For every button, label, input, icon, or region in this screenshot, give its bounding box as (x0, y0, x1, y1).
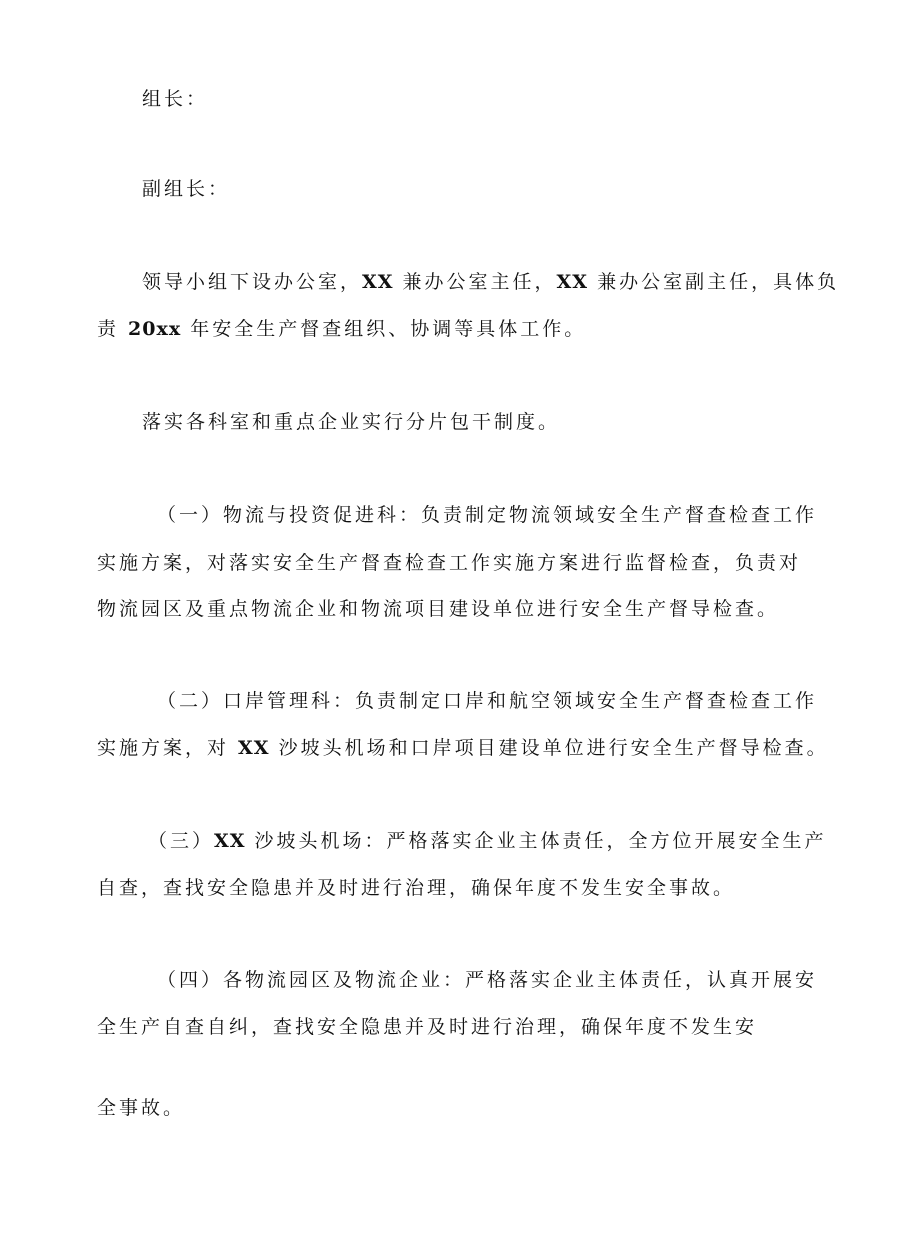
port-section-line-2 (97, 736, 829, 760)
text-segment: 年安全生产督查组织、协调等具体工作。 (181, 318, 587, 340)
logistics-section-line-3: 物流园区及重点物流企业和物流项目建设单位进行安全生产督导检查。 (97, 598, 780, 620)
parks-section-line-3: 全事故。 (97, 1097, 186, 1119)
airport-section-line-2: 自查，查找安全隐患并及时进行治理，确保年度不发生安全事故。 (97, 877, 736, 899)
port-section-line-1: （二）口岸管理科：负责制定口岸和航空领域安全生产督查检查工作 (157, 690, 818, 712)
parks-section-line-2: 全生产自查自纠，查找安全隐患并及时进行治理，确保年度不发生安 (97, 1016, 758, 1038)
text-segment: 兼办公室副主任，具体负 (588, 271, 840, 293)
text-segment: 兼办公室主任， (393, 271, 557, 293)
placeholder-name: XX (214, 830, 246, 852)
logistics-section-line-1: （一）物流与投资促进科：负责制定物流领域安全生产督查检查工作 (157, 504, 818, 526)
deputy-group-leader-label: 副组长： (142, 178, 231, 200)
group-leader-label: 组长： (142, 88, 209, 110)
text-segment: 责 (97, 318, 129, 340)
parks-section-line-1: （四）各物流园区及物流企业：严格落实企业主体责任，认真开展安 (157, 969, 818, 991)
text-segment: 沙坡头机场：严格落实企业主体责任，全方位开展安全生产 (245, 830, 827, 852)
airport-section-line-1 (148, 829, 827, 853)
placeholder-name: XX (556, 271, 589, 293)
text-segment: （三） (148, 830, 215, 852)
text-segment: 沙坡头机场和口岸项目建设单位进行安全生产督导检查。 (269, 737, 829, 759)
logistics-section-line-2: 实施方案，对落实安全生产督查检查工作实施方案进行监督检查，负责对 (97, 552, 802, 574)
office-setup-paragraph-line-1 (142, 270, 839, 294)
text-segment: 实施方案，对 (97, 737, 239, 759)
placeholder-name: XX (238, 737, 270, 759)
year-placeholder: 20xx (128, 318, 182, 340)
responsibility-paragraph: 落实各科室和重点企业实行分片包干制度。 (142, 411, 561, 433)
placeholder-name: XX (362, 271, 394, 293)
office-setup-paragraph-line-2 (97, 317, 586, 341)
text-segment: 领导小组下设办公室， (142, 271, 363, 293)
